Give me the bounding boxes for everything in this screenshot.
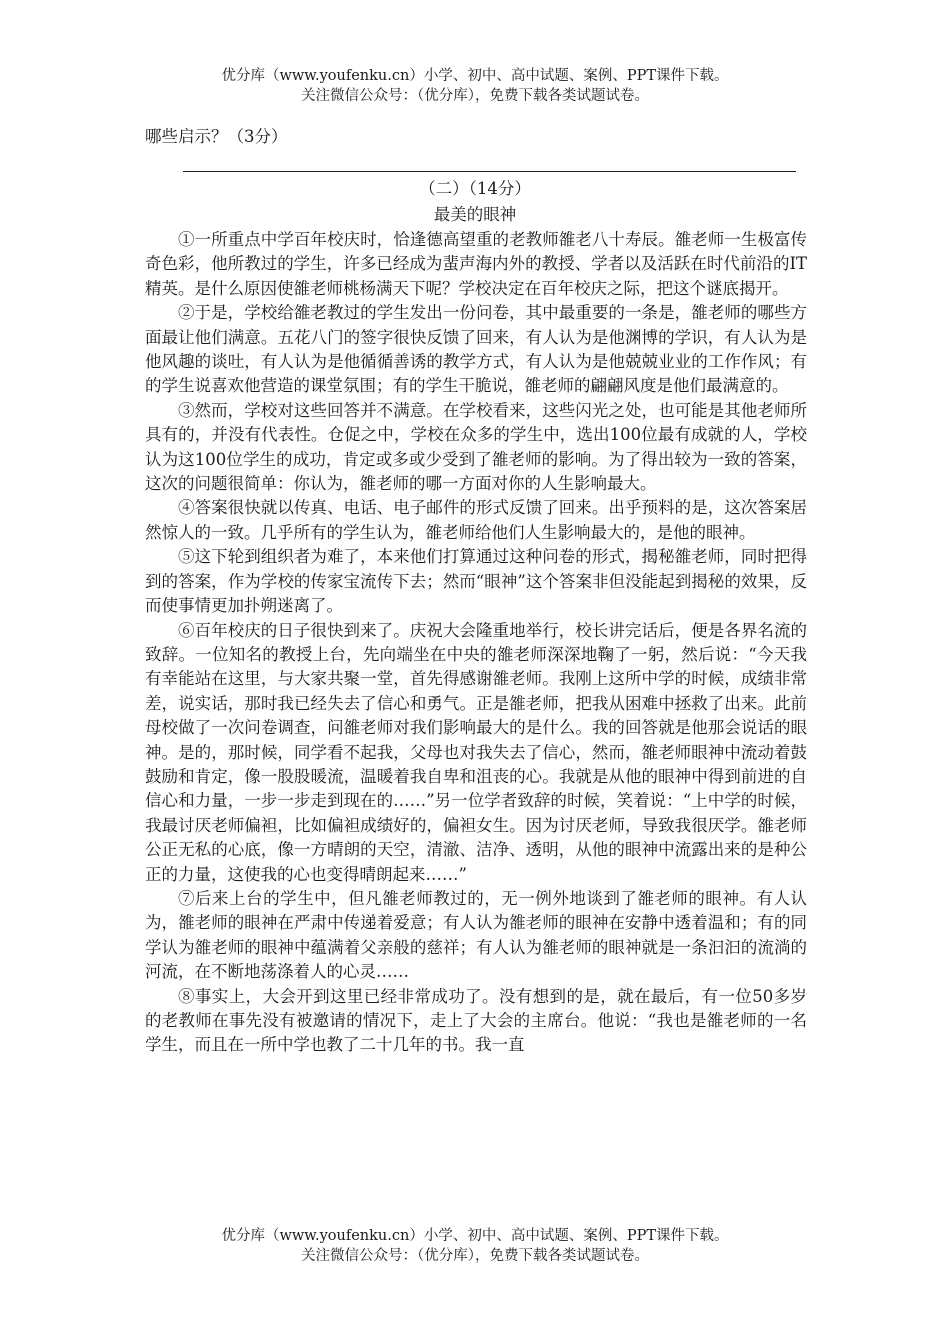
page-footer (0, 1226, 950, 1266)
paragraph-2: ②于是，学校给雒老教过的学生发出一份问卷，其中最重要的一条是，雒老师的哪些方面最让他们满意。五花八门的签字很快反馈了回来，有人认为是他渊博的学识，有人认为是他风趣的谈吐，有人认为是他循循善诱的教学方式，有人认为是他兢兢业业的工作作风；有的学生说喜欢他营造的课堂氛围；有的学生干脆说，雒老师的翩翩风度是他们最满意的。 (145, 303, 807, 396)
previous-question-tail: 哪些启示？（3分） (145, 127, 288, 146)
paragraph-6: ⑥百年校庆的日子很快到来了。庆祝大会隆重地举行，校长讲完话后，便是各界名流的致辞。一位知名的教授上台，先向端坐在中央的雒老师深深地鞠了一躬，然后说：“今天我有幸能站在这里，与大家共聚一堂，首先得感谢雒老师。我刚上这所中学的时候，成绩非常差，说实话，那时我已经失去了信心和勇气。正是雒老师，把我从困难中拯救了出来。此前母校做了一次问卷调查，问雒老师对我们影响最大的是什么。我的回答就是他那会说话的眼神。是的，那时候，同学看不起我，父母也对我失去了信心，然而，雒老师眼神中流动着鼓鼓励和肯定，像一股股暖流，温暖着我自卑和沮丧的心。我就是从他的眼神中得到前进的自信心和力量，一步一步走到现在的……”另一位学者致辞的时候，笑着说：“上中学的时候，我最讨厌老师偏袒，比如偏袒成绩好的，偏袒女生。因为讨厌老师，导致我很厌学。雒老师公正无私的心底，像一方晴朗的天空，清澈、洁净、透明，从他的眼神中流露出来的是种公正的力量，这使我的心也变得晴朗起来……” (145, 620, 807, 884)
paragraph-1: ①一所重点中学百年校庆时，恰逢德高望重的老教师雒老八十寿辰。雒老师一生极富传奇色彩，他所教过的学生，许多已经成为蜚声海内外的教授、学者以及活跃在时代前沿的IT精英。是什么原因使雒老师桃杨满天下呢？学校决定在百年校庆之际，把这个谜底揭开。 (145, 230, 807, 298)
paragraph-7: ⑦后来上台的学生中，但凡雒老师教过的，无一例外地谈到了雒老师的眼神。有人认为，雒老师的眼神在严肃中传递着爱意；有人认为雒老师的眼神在安静中透着温和；有的同学认为雒老师的眼神中蕴满着父亲般的慈祥；有人认为雒老师的眼神就是一条汩汩的流淌的河流，在不断地荡涤着人的心灵…… (145, 888, 807, 982)
footer-line-1: 优分库（www.youfenku.cn）小学、初中、高中试题、案例、PPT课件下载。 (221, 1228, 729, 1244)
header-line-1: 优分库（www.youfenku.cn）小学、初中、高中试题、案例、PPT课件下载。 (221, 68, 729, 84)
footer-line-2: 关注微信公众号：（优分库），免费下载各类试题试卷。 (301, 1248, 649, 1264)
section-title: （二）（14分） (419, 179, 531, 198)
paragraph-5: ⑤这下轮到组织者为难了，本来他们打算通过这种问卷的形式，揭秘雒老师，同时把得到的答案，作为学校的传家宝流传下去；然而“眼神”这个答案非但没能起到揭秘的效果，反而使事情更加扑朔迷离了。 (145, 547, 807, 616)
paragraph-4: ④答案很快就以传真、电话、电子邮件的形式反馈了回来。出乎预料的是，这次答案居然惊人的一致。几乎所有的学生认为，雒老师给他们人生影响最大的，是他的眼神。 (145, 498, 807, 542)
page-header (0, 66, 950, 106)
header-line-2: 关注微信公众号：（优分库），免费下载各类试题试卷。 (301, 88, 649, 104)
paragraph-8: ⑧事实上，大会开到这里已经非常成功了。没有想到的是，就在最后，有一位50多岁的老教师在事先没有被邀请的情况下，走上了大会的主席台。他说：“我也是雒老师的一名学生，而且在一所中学也教了二十几年的书。我一直 (145, 986, 807, 1055)
section-divider (183, 171, 796, 172)
article-title: 最美的眼神 (433, 205, 517, 224)
paragraph-3: ③然而，学校对这些回答并不满意。在学校看来，这些闪光之处，也可能是其他老师所具有的，并没有代表性。仓促之中，学校在众多的学生中，选出100位最有成就的人，学校认为这100位学生的成功，肯定或多或少受到了雒老师的影响。为了得出较为一致的答案，这次的问题很简单：你认为，雒老师的哪一方面对你的人生影响最大。 (145, 400, 807, 494)
article-body (145, 228, 807, 1058)
